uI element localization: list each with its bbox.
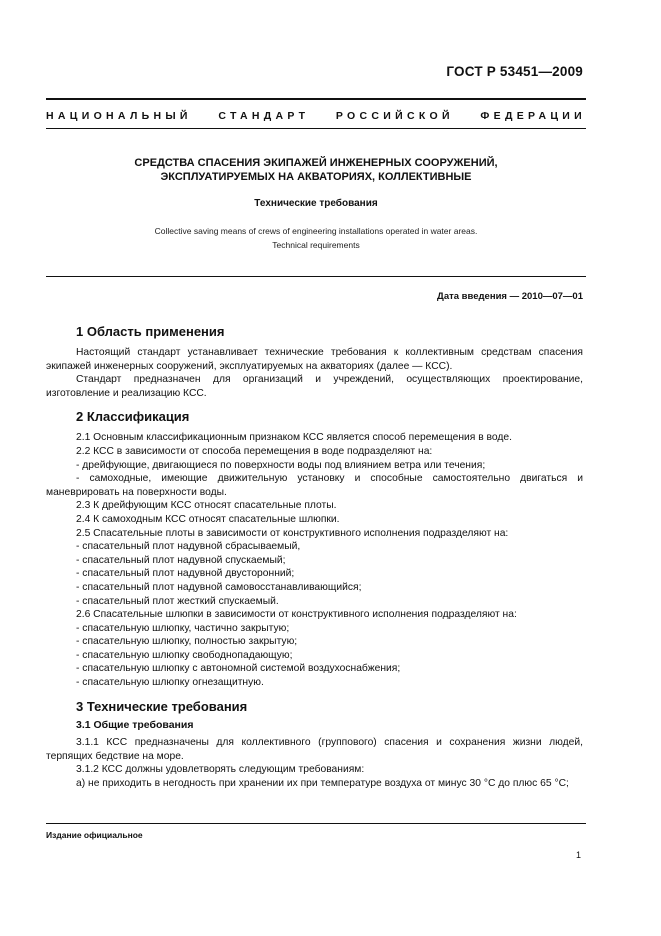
section-2-item: 2.1 Основным классификационным признаком КСС является способ перемещения в воде. xyxy=(76,432,512,444)
section-2-item: 2.5 Спасательные плоты в зависимости от конструктивного исполнения подразделяют на: xyxy=(76,527,509,539)
official-edition-label: Издание официальное xyxy=(46,830,143,840)
section-3-heading: 3 Технические требования xyxy=(76,698,248,714)
section-2-item: - спасательную шлюпку, частично закрытую; xyxy=(76,622,290,634)
banner-rule xyxy=(46,128,586,129)
section-2-item: - спасательный плот жесткий спускаемый. xyxy=(76,595,279,607)
section-3-paragraph: а) не приходить в негодность при хранении их при температуре воздуха от минус 30 °С до плюс 65 °С; xyxy=(76,778,569,790)
document-title xyxy=(46,156,586,184)
section-2-item: 2.4 К самоходным КСС относят спасательные шлюпки. xyxy=(76,513,340,525)
section-2-item: - спасательную шлюпку огнезащитную. xyxy=(76,677,264,689)
english-title xyxy=(46,224,586,252)
national-standard-banner: НАЦИОНАЛЬНЫЙ СТАНДАРТ РОССИЙСКОЙ ФЕДЕРАЦИИ xyxy=(46,110,586,122)
section-2-item: - спасательную шлюпку свободнопадающую; xyxy=(76,649,293,661)
title-line-2: ЭКСПЛУАТИРУЕМЫХ НА АКВАТОРИЯХ, КОЛЛЕКТИВНЫЕ xyxy=(160,171,472,183)
gost-code: ГОСТ Р 53451—2009 xyxy=(446,64,583,79)
english-title-line-2: Technical requirements xyxy=(272,240,360,250)
date-rule xyxy=(46,276,586,277)
document-body xyxy=(46,324,583,791)
footer-rule xyxy=(46,823,586,824)
section-2-item: 2.6 Спасательные шлюпки в зависимости от конструктивного исполнения подразделяют на: xyxy=(76,609,517,621)
section-3-paragraph: 3.1.1 КСС предназначены для коллективного (группового) спасения и сохранения жизни людей, терпящих бедствие на море. xyxy=(46,737,583,762)
top-rule xyxy=(46,98,586,100)
section-2-item: - спасательный плот надувной двусторонний; xyxy=(76,568,295,580)
section-2-item: - спасательный плот надувной сбрасываемый, xyxy=(76,541,301,553)
section-1-paragraph: Настоящий стандарт устанавливает технические требования к коллективным средствам спасения экипажей инженерных сооружений, эксплуатируемых на акваториях (далее — КСС). xyxy=(46,347,583,372)
section-1-paragraph: Стандарт предназначен для организаций и учреждений, осуществляющих проектирование, изготовление и реализацию КСС. xyxy=(46,374,583,399)
section-2-item: - спасательный плот надувной спускаемый; xyxy=(76,554,286,566)
section-1-heading: 1 Область применения xyxy=(76,324,225,339)
section-3-paragraph: 3.1.2 КСС должны удовлетворять следующим требованиям: xyxy=(76,764,365,776)
page-number: 1 xyxy=(575,850,581,860)
section-2-item: 2.3 К дрейфующим КСС относят спасательные плоты. xyxy=(76,500,337,512)
section-2-heading: 2 Классификация xyxy=(76,409,190,425)
introduction-date: Дата введения — 2010—07—01 xyxy=(437,291,583,302)
document-subtitle: Технические требования xyxy=(254,198,378,209)
section-3-1-heading: 3.1 Общие требования xyxy=(76,718,194,731)
section-2-item: - спасательную шлюпку с автономной системой воздухоснабжения; xyxy=(76,663,401,675)
section-2-item: - самоходные, имеющие движительную установку и способные самостоятельно двигаться и маневрировать на поверхности воды. xyxy=(46,473,583,498)
section-2-item: 2.2 КСС в зависимости от способа перемещения в воде подразделяют на: xyxy=(76,445,433,457)
section-2-item: - спасательную шлюпку, полностью закрытую; xyxy=(76,636,298,648)
english-title-line-1: Collective saving means of crews of engineering installations operated in water areas. xyxy=(154,226,478,236)
section-2-item: - дрейфующие, двигающиеся по поверхности воды под влиянием ветра или течения; xyxy=(76,459,486,471)
section-2-item: - спасательный плот надувной самовосстанавливающийся; xyxy=(76,581,362,593)
title-line-1: СРЕДСТВА СПАСЕНИЯ ЭКИПАЖЕЙ ИНЖЕНЕРНЫХ СООРУЖЕНИЙ, xyxy=(134,157,498,169)
